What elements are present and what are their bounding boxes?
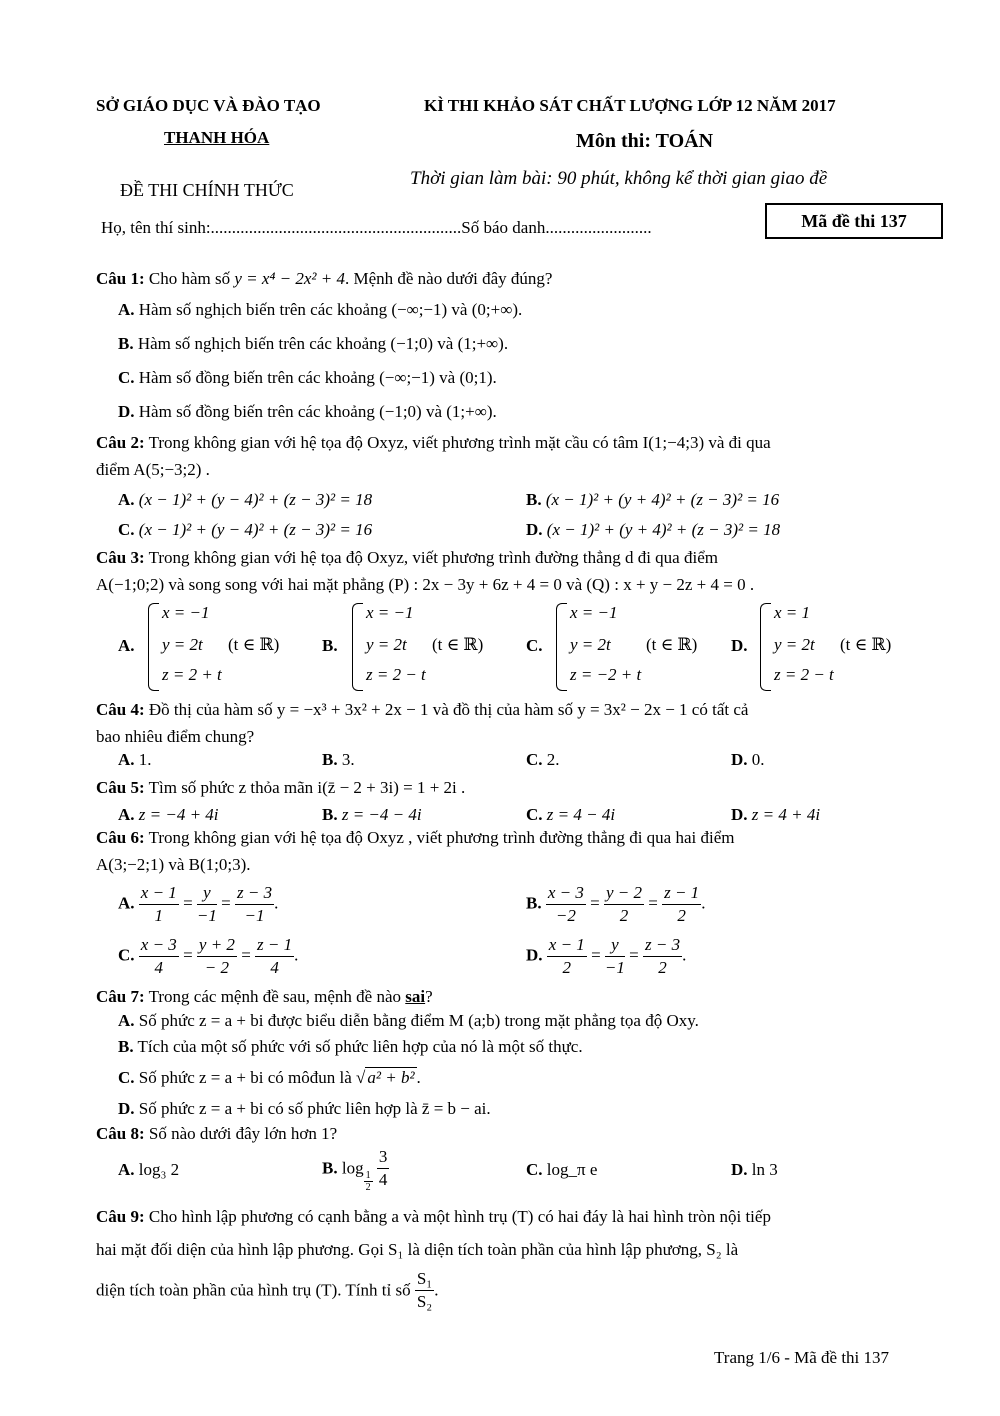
q9-text-line3 xyxy=(96,1268,438,1313)
option-letter: C. xyxy=(526,805,543,824)
candidate-line: Họ, tên thí sinh:...........................................................Số báo danh......................... xyxy=(101,218,652,237)
option-text: 2. xyxy=(546,750,560,769)
q5-text: Tìm số phức z thỏa mãn i(z̄ − 2 + 3i) = 1 + 2i . xyxy=(148,778,466,797)
system-row: x = 1 xyxy=(774,603,811,622)
exam-title: KÌ THI KHẢO SÁT CHẤT LƯỢNG LỚP 12 NĂM 2017 xyxy=(424,96,836,115)
system-row: x = −1 xyxy=(162,603,210,622)
option-letter: A. xyxy=(118,893,135,913)
fraction xyxy=(197,934,237,979)
option-letter: B. xyxy=(526,490,542,509)
option-text: Tích của một số phức với số phức liên hợp của nó là một số thực. xyxy=(137,1037,583,1056)
q6-option-b[interactable]: B. $\frac{x - 3}{-2}$ = $\frac{y - 2}{2}$ = $\frac{z - 1}{2}$ . xyxy=(526,883,706,925)
denominator: 4 xyxy=(270,958,279,977)
q1-func: y = x⁴ − 2x² + 4 xyxy=(234,269,345,288)
option-text: z = 4 − 4i xyxy=(546,805,616,824)
q9-text-end: . xyxy=(434,1280,439,1300)
question-9 xyxy=(96,1207,771,1227)
fraction xyxy=(197,882,217,927)
q6-label: Câu 6: xyxy=(96,828,145,847)
sqrt-expression: a² + b² xyxy=(367,1068,415,1087)
option-letter: C. xyxy=(526,750,543,769)
option-letter: B. xyxy=(526,893,542,913)
parameter-note: (t ∈ ℝ) xyxy=(228,635,280,654)
numerator: x − 1 xyxy=(547,934,587,957)
q6-text: Trong không gian với hệ tọa độ Oxyz , viết phương trình đường thẳng đi qua hai điểm xyxy=(148,828,735,847)
option-letter: C. xyxy=(118,520,135,539)
q7-option-a[interactable] xyxy=(118,1011,699,1031)
denominator: − 2 xyxy=(204,958,230,977)
option-letter: C. xyxy=(118,368,135,387)
numerator: x − 3 xyxy=(139,934,179,957)
denominator: 1 xyxy=(154,906,164,925)
fraction xyxy=(662,882,701,927)
official-label: ĐỀ THI CHÍNH THỨC xyxy=(120,180,294,200)
option-letter: B. xyxy=(322,750,338,769)
numerator: S₁ xyxy=(415,1268,434,1291)
q2-label: Câu 2: xyxy=(96,433,145,452)
numerator: y xyxy=(197,882,217,905)
option-text: (x − 1)² + (y − 4)² + (z − 3)² = 18 xyxy=(138,490,373,509)
system-row: x = −1 xyxy=(366,603,414,622)
numerator: 1 xyxy=(365,1170,371,1182)
q1-option-a[interactable] xyxy=(118,300,522,320)
q2-text: Trong không gian với hệ tọa độ Oxyz, viết phương trình mặt cầu có tâm I(1;−4;3) và đi qua xyxy=(148,433,771,452)
fraction xyxy=(546,882,586,927)
option-letter: A. xyxy=(118,805,135,824)
q7-text: Trong các mệnh đề sau, mệnh đề nào xyxy=(148,987,402,1006)
numerator: z − 3 xyxy=(643,934,682,957)
option-letter: B. xyxy=(118,1037,134,1056)
q3-option-a-letter[interactable]: A. xyxy=(118,636,135,655)
parameter-note: (t ∈ ℝ) xyxy=(432,635,484,654)
brace-icon xyxy=(556,603,567,691)
option-text: (x − 1)² + (y + 4)² + (z − 3)² = 16 xyxy=(545,490,780,509)
option-text: z = −4 + 4i xyxy=(138,805,219,824)
q9-text: Cho hình lập phương có cạnh bằng a và một hình trụ (T) có hai đáy là hai hình tròn nội tiếp xyxy=(148,1207,771,1226)
system-row: z = 2 + t xyxy=(162,665,222,684)
option-text: 0. xyxy=(751,750,765,769)
option-letter: C. xyxy=(526,1160,543,1179)
fraction xyxy=(415,1268,434,1313)
system-row: y = 2t xyxy=(366,635,407,654)
numerator: x − 3 xyxy=(546,882,586,905)
q2-option-b[interactable] xyxy=(526,490,779,510)
fraction xyxy=(139,934,179,979)
option-letter: B. xyxy=(322,1158,338,1178)
q4-option-a[interactable] xyxy=(118,750,152,770)
dept-line1: SỞ GIÁO DỤC VÀ ĐÀO TẠO xyxy=(96,96,321,115)
system-row: y = 2t xyxy=(774,635,815,654)
option-text-end: . xyxy=(416,1068,421,1087)
q4-option-b[interactable] xyxy=(322,750,355,770)
q2-option-d[interactable] xyxy=(526,520,780,540)
denominator: 2 xyxy=(658,958,667,977)
fraction xyxy=(377,1146,390,1191)
option-text: ln 3 xyxy=(751,1160,778,1179)
denominator: −1 xyxy=(196,906,217,925)
option-text: Số phức z = a + bi được biểu diễn bằng điểm M (a;b) trong mặt phẳng tọa độ Oxy. xyxy=(138,1011,699,1030)
numerator: y − 2 xyxy=(604,882,644,905)
option-text: z = 4 + 4i xyxy=(751,805,821,824)
option-letter: A. xyxy=(118,490,135,509)
denominator: 4 xyxy=(378,1170,388,1189)
brace-icon xyxy=(148,603,159,691)
q6-option-c[interactable]: C. $\frac{x - 3}{4}$ = $\frac{y + 2}{- 2}$ = $\frac{z - 1}{4}$ . xyxy=(118,935,299,977)
q7-keyword: sai xyxy=(405,987,426,1006)
numerator: z − 1 xyxy=(662,882,701,905)
option-text: (x − 1)² + (y + 4)² + (z − 3)² = 18 xyxy=(546,520,781,539)
q7-option-c[interactable]: C. Số phức z = a + bi có môđun là √ a² + b² . xyxy=(118,1068,421,1087)
denominator: −1 xyxy=(244,906,265,925)
option-letter: A. xyxy=(118,1160,135,1179)
q1-text: Cho hàm số xyxy=(148,269,231,288)
page-footer: Trang 1/6 - Mã đề thi 137 xyxy=(714,1348,890,1367)
q4-text: Đồ thị của hàm số y = −x³ + 3x² + 2x − 1 và đồ thị của hàm số y = 3x² − 2x − 1 có tất cả xyxy=(148,700,749,719)
q8-label: Câu 8: xyxy=(96,1124,145,1143)
fraction xyxy=(255,934,294,979)
brace-icon xyxy=(760,603,771,691)
option-letter: A. xyxy=(118,1011,135,1030)
option-text: Hàm số nghịch biến trên các khoảng (−∞;−1) và (0;+∞). xyxy=(138,300,523,319)
system-row: z = 2 − t xyxy=(774,665,834,684)
q1-text-end: . Mệnh đề nào dưới đây đúng? xyxy=(344,269,553,288)
option-letter: C. xyxy=(118,1068,135,1087)
q8-option-c[interactable] xyxy=(526,1160,597,1180)
option-text: 3. xyxy=(341,750,355,769)
option-letter: D. xyxy=(731,805,748,824)
q8-option-b[interactable] xyxy=(322,1146,389,1196)
question-6 xyxy=(96,828,734,848)
q9-label: Câu 9: xyxy=(96,1207,145,1226)
system-row: z = −2 + t xyxy=(570,665,642,684)
option-letter: D. xyxy=(118,1099,135,1118)
q1-option-d[interactable] xyxy=(118,402,497,422)
q5-label: Câu 5: xyxy=(96,778,145,797)
denominator: 2 xyxy=(619,906,629,925)
q3-option-b-letter[interactable]: B. xyxy=(322,636,338,655)
q4-option-c[interactable] xyxy=(526,750,560,770)
brace-icon xyxy=(352,603,363,691)
denominator: 2 xyxy=(562,958,572,977)
option-letter: D. xyxy=(731,750,748,769)
numerator: 3 xyxy=(377,1146,390,1169)
q6-text-line2: A(3;−2;1) và B(1;0;3). xyxy=(96,855,251,874)
time-line: Thời gian làm bài: 90 phút, không kể thời gian giao đề xyxy=(410,168,828,189)
q8-option-d[interactable] xyxy=(731,1160,778,1180)
numerator: y xyxy=(605,934,625,957)
option-letter: B. xyxy=(322,805,338,824)
option-letter: C. xyxy=(118,945,135,965)
parameter-note: (t ∈ ℝ) xyxy=(840,635,892,654)
q1-label: Câu 1: xyxy=(96,269,145,288)
q5-option-a[interactable] xyxy=(118,805,219,825)
fraction xyxy=(235,882,274,927)
denominator: 2 xyxy=(365,1182,371,1194)
denominator: −2 xyxy=(555,906,576,925)
question-5 xyxy=(96,778,465,798)
q5-option-c[interactable] xyxy=(526,805,615,825)
question-3 xyxy=(96,548,718,568)
option-letter: A. xyxy=(118,750,135,769)
system-row: z = 2 − t xyxy=(366,665,426,684)
fraction xyxy=(547,934,587,979)
system-row: y = 2t xyxy=(162,635,203,654)
denominator: 2 xyxy=(677,906,686,925)
system-row: x = −1 xyxy=(570,603,618,622)
fraction xyxy=(139,882,179,927)
q6-option-a[interactable]: A. $\frac{x - 1}{1}$ = $\frac{y}{-1}$ = $\frac{z - 3}{-1}$ . xyxy=(118,883,279,925)
option-letter: B. xyxy=(118,334,134,353)
denominator: 4 xyxy=(154,958,164,977)
log-base-fraction xyxy=(364,1170,373,1193)
q3-text: Trong không gian với hệ tọa độ Oxyz, viết phương trình đường thẳng d đi qua điểm xyxy=(148,548,718,567)
q4-option-d[interactable] xyxy=(731,750,765,770)
option-text: log_π e xyxy=(546,1160,598,1179)
q4-label: Câu 4: xyxy=(96,700,145,719)
option-letter: A. xyxy=(118,300,135,319)
option-text: Số phức z = a + bi có môđun là xyxy=(138,1068,352,1087)
question-1 xyxy=(96,269,552,289)
option-text: log₃ 2 xyxy=(138,1160,180,1179)
parameter-note: (t ∈ ℝ) xyxy=(646,635,698,654)
q8-option-a[interactable] xyxy=(118,1160,179,1180)
q3-label: Câu 3: xyxy=(96,548,145,567)
exam-code-box: Mã đề thi 137 xyxy=(765,203,943,239)
numerator: z − 1 xyxy=(255,934,294,957)
log-text: log xyxy=(341,1158,364,1178)
option-letter: D. xyxy=(526,945,543,965)
numerator: y + 2 xyxy=(197,934,237,957)
question-8 xyxy=(96,1124,337,1144)
option-text: Số phức z = a + bi có số phức liên hợp là z̄ = b − ai. xyxy=(138,1099,491,1118)
q6-option-d[interactable]: D. $\frac{x - 1}{2}$ = $\frac{y}{-1}$ = $\frac{z - 3}{2}$ . xyxy=(526,935,687,977)
q9-text: diện tích toàn phần của hình trụ (T). Tính tỉ số xyxy=(96,1280,411,1300)
numerator: x − 1 xyxy=(139,882,179,905)
option-text: 1. xyxy=(138,750,152,769)
fraction xyxy=(605,934,625,979)
q1-option-c[interactable] xyxy=(118,368,497,388)
q5-option-b[interactable] xyxy=(322,805,422,825)
q7-text-end: ? xyxy=(425,987,433,1006)
q4-text-line2: bao nhiêu điểm chung? xyxy=(96,727,255,746)
q1-option-b[interactable] xyxy=(118,334,508,354)
option-text: Hàm số đồng biến trên các khoảng (−1;0) và (1;+∞). xyxy=(138,402,497,421)
q8-text: Số nào dưới đây lớn hơn 1? xyxy=(148,1124,338,1143)
fraction xyxy=(604,882,644,927)
option-text: Hàm số nghịch biến trên các khoảng (−1;0) và (1;+∞). xyxy=(137,334,509,353)
system-row: y = 2t xyxy=(570,635,611,654)
q2-option-a[interactable] xyxy=(118,490,372,510)
numerator: z − 3 xyxy=(235,882,274,905)
option-letter: D. xyxy=(118,402,135,421)
q2-option-c[interactable] xyxy=(118,520,372,540)
q7-option-d[interactable] xyxy=(118,1099,491,1119)
option-text: (x − 1)² + (y − 4)² + (z − 3)² = 16 xyxy=(138,520,373,539)
q2-text-line2: điểm A(5;−3;2) . xyxy=(96,460,210,479)
q9-text-line2: hai mặt đối diện của hình lập phương. Gọi S₁ là diện tích toàn phần của hình lập phương, S₂ là xyxy=(96,1240,739,1259)
dept-line2: THANH HÓA xyxy=(164,128,270,147)
option-letter: D. xyxy=(526,520,543,539)
q7-label: Câu 7: xyxy=(96,987,145,1006)
option-letter: D. xyxy=(731,1160,748,1179)
fraction xyxy=(643,934,682,979)
q3-text-line2: A(−1;0;2) và song song với hai mặt phẳng (P) : 2x − 3y + 6z + 4 = 0 và (Q) : x + y − 2z + 4 = 0 . xyxy=(96,575,755,594)
question-2 xyxy=(96,433,771,453)
q5-option-d[interactable] xyxy=(731,805,820,825)
option-text: Hàm số đồng biến trên các khoảng (−∞;−1) và (0;1). xyxy=(138,368,497,387)
question-4 xyxy=(96,700,748,720)
q7-option-b[interactable] xyxy=(118,1037,583,1057)
subject-line: Môn thi: TOÁN xyxy=(576,130,714,152)
denominator: S₂ xyxy=(416,1292,433,1311)
denominator: −1 xyxy=(604,958,625,977)
option-text: z = −4 − 4i xyxy=(341,805,422,824)
q3-option-d-letter[interactable]: D. xyxy=(731,636,748,655)
q3-option-c-letter[interactable]: C. xyxy=(526,636,543,655)
question-7 xyxy=(96,987,433,1007)
